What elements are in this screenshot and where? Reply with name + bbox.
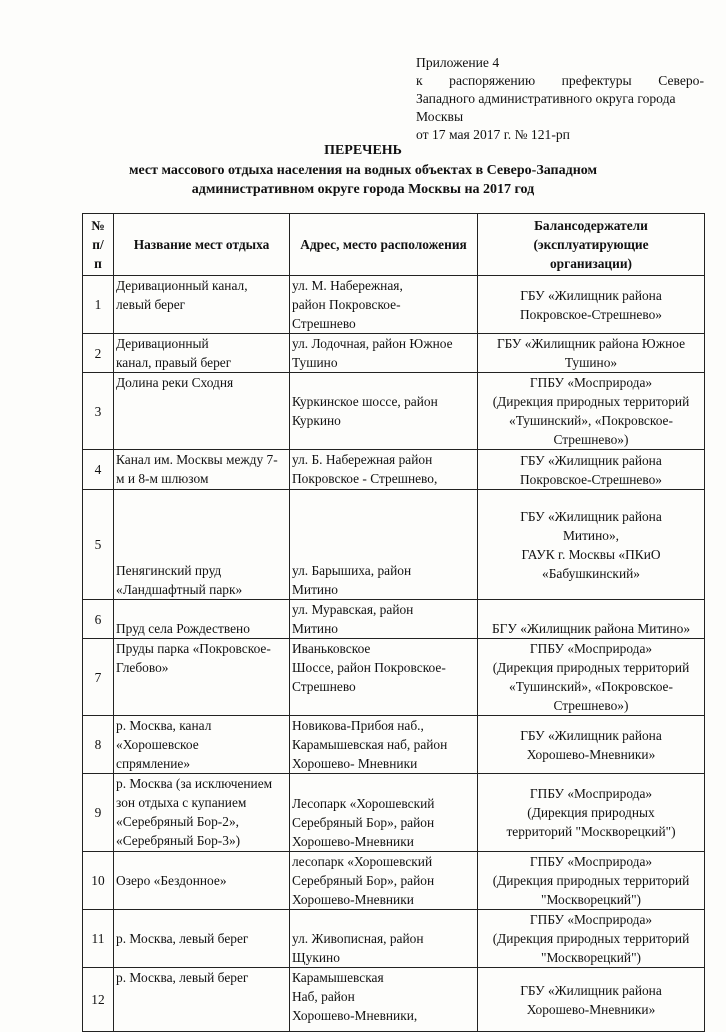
row-number: 1 xyxy=(83,276,114,334)
place-name-cell xyxy=(114,774,290,852)
header-holder-line: Балансодержатели xyxy=(534,218,648,233)
address-cell-line: Стрешнево xyxy=(292,679,356,694)
table-row xyxy=(83,450,705,490)
table-header-row xyxy=(83,214,705,276)
row-number: 7 xyxy=(83,639,114,716)
holder-cell-line: "Москворецкий") xyxy=(540,892,641,907)
holder-cell-line: Хорошево-Мневники» xyxy=(526,746,656,762)
place-name-cell xyxy=(114,276,290,334)
holder-cell-line: Стрешнево») xyxy=(553,698,629,713)
address-cell-line: Карамышевская наб, район xyxy=(292,737,448,752)
place-name-cell-line: Деривационный канал, xyxy=(116,278,248,293)
address-cell-line: Хорошево-Мневники xyxy=(292,834,414,849)
header-num-line: п/ xyxy=(92,237,104,252)
address-cell xyxy=(290,276,478,334)
address-cell-line: Куркино xyxy=(292,413,341,428)
document-title: ПЕРЕЧЕНЬ xyxy=(324,143,402,158)
place-name-cell-line: Пруд села Рождествено xyxy=(116,621,250,636)
address-cell xyxy=(290,600,478,639)
appendix-line: от 17 мая 2017 г. № 121-рп xyxy=(416,127,570,142)
row-number: 12 xyxy=(83,968,114,1032)
address-cell-line: Карамышевская xyxy=(292,970,384,985)
address-cell-line: Хорошево- Мневники xyxy=(292,756,418,771)
holder-cell-line: Стрешнево») xyxy=(553,432,629,447)
holder-cell xyxy=(478,716,705,774)
holder-cell-line: «Тушинский», «Покровское- xyxy=(509,679,673,694)
address-cell-line: Тушино xyxy=(292,355,338,370)
place-name-cell-line: Канал им. Москвы между 7- xyxy=(116,452,278,467)
holder-cell-line: (Дирекция природных территорий xyxy=(492,660,690,675)
header-holder xyxy=(478,214,705,276)
place-name-cell-line: «Ландшафтный парк» xyxy=(116,582,243,597)
address-cell xyxy=(290,852,478,910)
table-row xyxy=(83,334,705,373)
row-number: 5 xyxy=(83,490,114,600)
header-address: Адрес, место расположения xyxy=(290,214,478,276)
row-number: 11 xyxy=(83,910,114,968)
place-name-cell-line: «Хорошевское xyxy=(116,737,199,752)
table-row xyxy=(83,276,705,334)
address-cell-line: Шоссе, район Покровское- xyxy=(292,660,446,675)
place-name-cell-line: зон отдыха с купанием xyxy=(116,795,247,810)
place-name-cell-line: м и 8-м шлюзом xyxy=(116,471,209,486)
address-cell-line: Хорошево-Мневники xyxy=(292,892,414,907)
place-name-cell-line: р. Москва, левый берег xyxy=(116,931,249,946)
place-name-cell-line: Пруды парка «Покровское- xyxy=(116,641,271,656)
header-holder-line: (эксплуатирующие xyxy=(533,237,649,252)
table-row xyxy=(83,716,705,774)
row-number: 9 xyxy=(83,774,114,852)
address-cell-line: Стрешнево xyxy=(292,316,356,331)
table-row xyxy=(83,639,705,716)
address-cell xyxy=(290,716,478,774)
address-cell-line: Новикова-Прибоя наб., xyxy=(292,718,424,733)
places-table xyxy=(82,213,705,1032)
place-name-cell xyxy=(114,639,290,716)
holder-cell xyxy=(478,276,705,334)
place-name-cell-line: Деривационный xyxy=(116,336,209,351)
holder-cell-line: «Тушинский», «Покровское- xyxy=(509,413,673,428)
row-number: 10 xyxy=(83,852,114,910)
holder-cell xyxy=(478,490,705,600)
holder-cell xyxy=(478,639,705,716)
place-name-cell-line: Озеро «Бездонное» xyxy=(116,873,227,888)
holder-cell-line: БГУ «Жилищник района Митино» xyxy=(491,621,691,636)
holder-cell-line: ГПБУ «Мосприрода» xyxy=(529,641,653,656)
appendix-line: Москвы xyxy=(416,109,464,124)
address-cell-line: Наб, район xyxy=(292,989,355,1004)
holder-cell xyxy=(478,450,705,490)
place-name-cell xyxy=(114,910,290,968)
document-subtitle-line: административном округе города Москвы на 2017 год xyxy=(191,182,535,197)
place-name-cell-line: левый берег xyxy=(116,297,186,312)
address-cell-line: Хорошево-Мневники, xyxy=(292,1008,418,1023)
holder-cell-line: ГАУК г. Москвы «ПКиО xyxy=(521,546,661,562)
address-cell-line: Митино xyxy=(292,621,338,636)
address-cell-line: Щукино xyxy=(292,950,340,965)
row-number: 2 xyxy=(83,334,114,373)
appendix-block xyxy=(416,54,704,144)
place-name-cell xyxy=(114,373,290,450)
holder-cell-line: ГБУ «Жилищник района xyxy=(520,287,662,303)
address-cell-line: лесопарк «Хорошевский xyxy=(292,854,433,869)
holder-cell xyxy=(478,910,705,968)
table-row xyxy=(83,774,705,852)
address-cell-line: Куркинское шоссе, район xyxy=(292,394,438,409)
address-cell xyxy=(290,639,478,716)
holder-cell xyxy=(478,852,705,910)
place-name-cell-line: спрямление» xyxy=(116,756,191,771)
address-cell-line: ул. Барышиха, район xyxy=(292,563,412,578)
holder-cell-line: ГПБУ «Мосприрода» xyxy=(529,912,653,927)
place-name-cell xyxy=(114,852,290,910)
address-cell-line: Серебряный Бор», район xyxy=(292,815,435,830)
table-row xyxy=(83,373,705,450)
address-cell xyxy=(290,334,478,373)
holder-cell-line: (Дирекция природных территорий xyxy=(492,931,690,946)
holder-cell-line: Тушино» xyxy=(564,355,618,370)
address-cell xyxy=(290,490,478,600)
holder-cell-line: ГБУ «Жилищник района xyxy=(520,727,662,743)
holder-cell-line: Покровское-Стрешнево» xyxy=(520,471,662,487)
place-name-cell xyxy=(114,334,290,373)
document-subtitle-line: мест массового отдыха населения на водных объектах в Северо-Западном xyxy=(128,163,598,178)
table-row xyxy=(83,968,705,1032)
address-cell xyxy=(290,450,478,490)
address-cell-line: Лесопарк «Хорошевский xyxy=(292,796,435,811)
header-num-line: № xyxy=(91,218,105,233)
address-cell-line: Серебряный Бор», район xyxy=(292,873,435,888)
address-cell-line: Покровское - Стрешнево, xyxy=(292,471,438,486)
address-cell-line: ул. Муравская, район xyxy=(292,602,414,617)
place-name-cell-line: Пенягинский пруд xyxy=(116,563,222,578)
address-cell xyxy=(290,968,478,1032)
table-row xyxy=(83,852,705,910)
header-num-line: п xyxy=(94,256,102,271)
holder-cell-line: Покровское-Стрешнево» xyxy=(520,306,662,322)
holder-cell-line: Митино», xyxy=(563,527,619,543)
row-number: 6 xyxy=(83,600,114,639)
place-name-cell-line: канал, правый берег xyxy=(116,355,232,370)
row-number: 4 xyxy=(83,450,114,490)
place-name-cell-line: р. Москва, канал xyxy=(116,718,212,733)
place-name-cell xyxy=(114,450,290,490)
holder-cell-line: ГБУ «Жилищник района Южное xyxy=(496,336,686,351)
holder-cell-line: Хорошево-Мневники» xyxy=(526,1001,656,1017)
holder-cell-line: (Дирекция природных территорий xyxy=(492,394,690,409)
holder-cell-line: ГБУ «Жилищник района xyxy=(520,452,662,468)
holder-cell xyxy=(478,774,705,852)
place-name-cell xyxy=(114,968,290,1032)
place-name-cell-line: р. Москва, левый берег xyxy=(116,970,249,985)
holder-cell-line: ГПБУ «Мосприрода» xyxy=(529,854,653,869)
table-row xyxy=(83,600,705,639)
address-cell xyxy=(290,774,478,852)
header-name: Название мест отдыха xyxy=(114,214,290,276)
holder-cell-line: «Бабушкинский» xyxy=(542,565,640,581)
holder-cell-line: ГПБУ «Мосприрода» xyxy=(529,786,653,801)
place-name-cell-line: Глебово» xyxy=(116,660,169,675)
holder-cell-line: ГПБУ «Мосприрода» xyxy=(529,375,653,390)
header-num xyxy=(83,214,114,276)
address-cell-line: Митино xyxy=(292,582,338,597)
address-cell xyxy=(290,373,478,450)
place-name-cell xyxy=(114,490,290,600)
holder-cell-line: территорий "Москворецкий") xyxy=(506,824,676,839)
address-cell-line: ул. Б. Набережная район xyxy=(292,452,433,467)
address-cell-line: район Покровское- xyxy=(292,297,401,312)
holder-cell-line: (Дирекция природных xyxy=(527,805,655,820)
holder-cell xyxy=(478,373,705,450)
address-cell xyxy=(290,910,478,968)
holder-cell-line: "Москворецкий") xyxy=(540,950,641,965)
table-row xyxy=(83,910,705,968)
holder-cell xyxy=(478,600,705,639)
holder-cell-line: ГБУ «Жилищник района xyxy=(520,508,662,524)
place-name-cell-line: «Серебряный Бор-2», xyxy=(116,814,239,829)
row-number: 8 xyxy=(83,716,114,774)
appendix-line: Западного административного округа города xyxy=(416,91,676,106)
appendix-line: Приложение 4 xyxy=(416,55,500,70)
address-cell-line: Иваньковское xyxy=(292,641,371,656)
table-row xyxy=(83,490,705,600)
holder-cell-line: ГБУ «Жилищник района xyxy=(520,982,662,998)
holder-cell xyxy=(478,334,705,373)
place-name-cell-line: р. Москва (за исключением xyxy=(116,776,273,791)
holder-cell-line: (Дирекция природных территорий xyxy=(492,873,690,888)
address-cell-line: ул. Живописная, район xyxy=(292,931,424,946)
place-name-cell-line: Долина реки Сходня xyxy=(116,375,234,390)
row-number: 3 xyxy=(83,373,114,450)
place-name-cell xyxy=(114,716,290,774)
place-name-cell-line: «Серебряный Бор-3») xyxy=(116,833,241,848)
holder-cell xyxy=(478,968,705,1032)
appendix-line: к распоряжению префектуры Северо- xyxy=(416,73,704,88)
address-cell-line: ул. Лодочная, район Южное xyxy=(292,336,453,351)
header-holder-line: организации) xyxy=(549,256,633,271)
address-cell-line: ул. М. Набережная, xyxy=(292,278,403,293)
place-name-cell xyxy=(114,600,290,639)
